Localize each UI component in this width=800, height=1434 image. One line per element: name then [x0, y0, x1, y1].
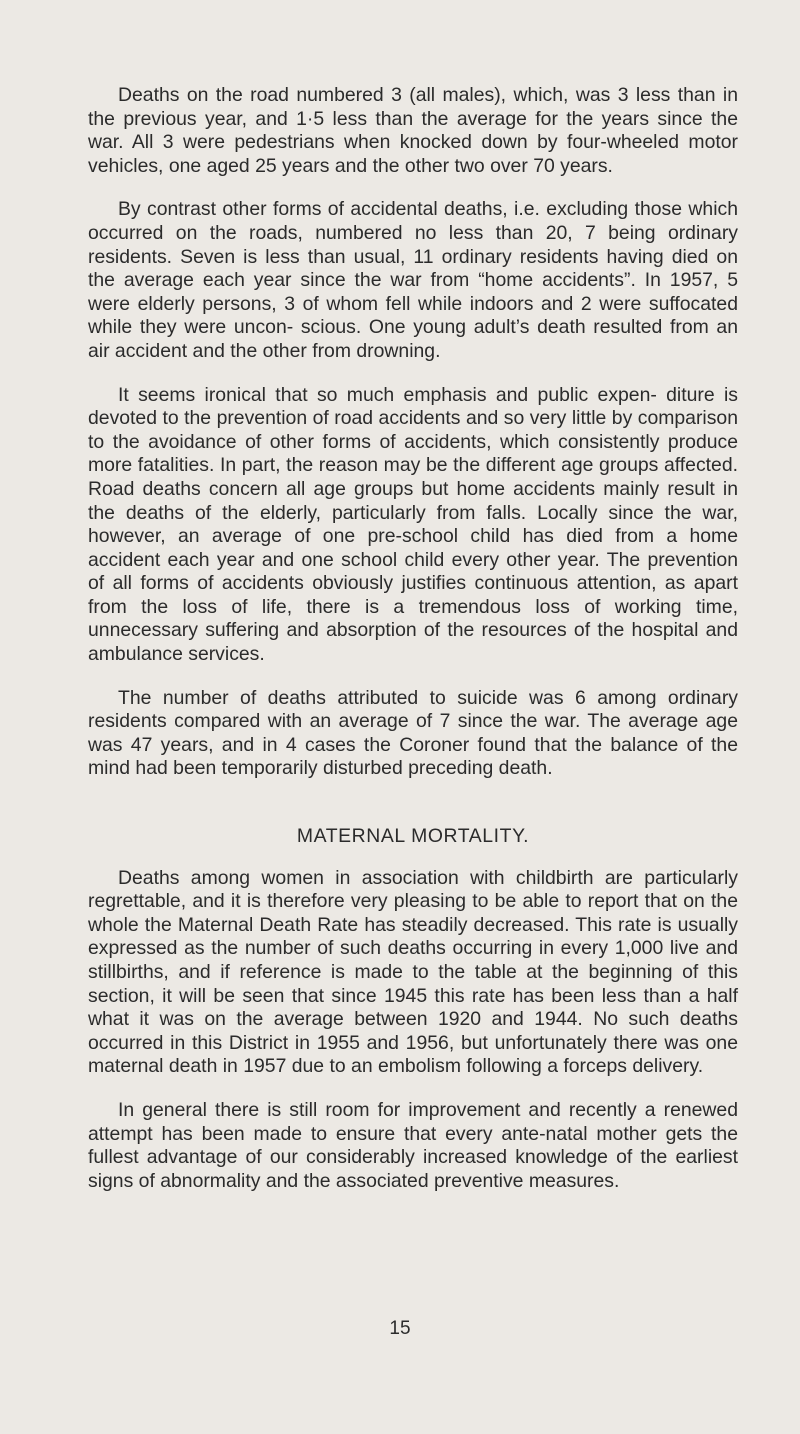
- paragraph-road-deaths: Deaths on the road numbered 3 (all males), which, was 3 less than in the previous year, and 1·5 less than the average for the years since the war. All 3 were pedestrians when knocked down by four-wheeled motor vehicles, one aged 25 years and the other two over 70 years.: [88, 84, 738, 177]
- body-text: [88, 84, 738, 1213]
- page-number: 15: [389, 1318, 411, 1339]
- paragraph-accidental-deaths: By contrast other forms of accidental deaths, i.e. excluding those which occurred on the roads, numbered no less than 20, 7 being ordinary residents. Seven is less than usual, 11 ordinary residents having died on the average each year since the war from “home accidents”. In 1957, 5 were elderly persons, 3 of whom fell while indoors and 2 were suffocated while they were uncon- scious. One young adult’s death resulted from an air accident and the other from drowning.: [88, 198, 738, 362]
- paragraph-improvement: In general there is still room for improvement and recently a renewed attempt has been made to ensure that every ante-natal mother gets the fullest advantage of our considerably increased knowledge of the earliest signs of abnormality and the associated preventive measures.: [88, 1098, 738, 1192]
- paragraph-prevention: It seems ironical that so much emphasis and public expen- diture is devoted to the prevention of road accidents and so very little by comparison to the avoidance of other forms of accidents, which consistently produce more fatalities. In part, the reason may be the different age groups affected. Road deaths concern all age groups but home accidents mainly result in the deaths of the elderly, particularly from falls. Locally since the war, however, an average of one pre-school child has died from a home accident each year and one school child every other year. The prevention of all forms of accidents obviously justifies continuous attention, as apart from the loss of life, there is a tremendous loss of working time, unnecessary suffering and absorption of the resources of the hospital and ambulance services.: [88, 383, 738, 666]
- section-heading-maternal-mortality: MATERNAL MORTALITY.: [296, 825, 530, 848]
- paragraph-maternal-death-rate: Deaths among women in association with childbirth are particularly regrettable, and it is therefore very pleasing to be able to report that on the whole the Maternal Death Rate has steadily decreased. This rate is usually expressed as the number of such deaths occurring in every 1,000 live and stillbirths, and if reference is made to the table at the beginning of this section, it will be seen that since 1945 this rate has been less than a half what it was on the average between 1920 and 1944. No such deaths occurred in this District in 1955 and 1956, but unfortunately there was one maternal death in 1957 due to an embolism following a forceps delivery.: [88, 866, 738, 1078]
- paragraph-suicide: The number of deaths attributed to suicide was 6 among ordinary residents compared with an average of 7 since the war. The average age was 47 years, and in 4 cases the Coroner found that the balance of the mind had been temporarily disturbed preceding death.: [88, 686, 738, 780]
